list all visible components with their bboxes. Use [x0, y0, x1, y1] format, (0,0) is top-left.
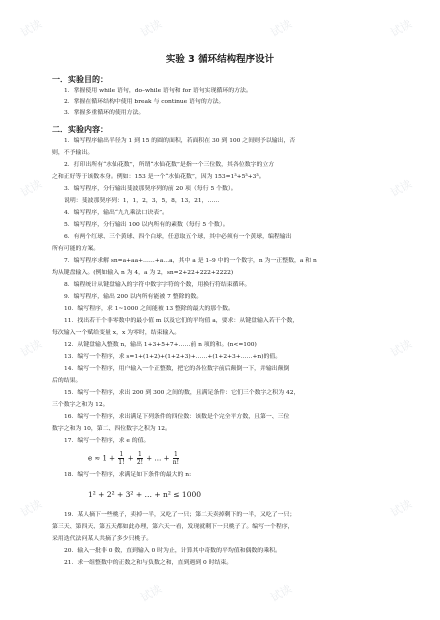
fraction-numerator: 1	[119, 451, 124, 458]
watermark: 试读	[18, 337, 45, 360]
content-line: 20．输入一批非 0 数，直到输入 0 时为止，计算其中奇数的平均值和偶数的乘积。	[64, 548, 281, 554]
e-formula	[88, 451, 180, 466]
watermark: 试读	[18, 497, 45, 520]
watermark: 试读	[18, 17, 45, 40]
formula-lhs: e ≈ 1 +	[88, 454, 116, 463]
fraction-numerator: 1	[173, 451, 178, 458]
content-line: 10．编写程序，求 1~1000 之间能被 13 整除的最大的那个数。	[64, 306, 234, 312]
content-line: 21．求一组整数中的正数之和与负数之和，直到遇到 0 时结束。	[64, 560, 233, 566]
content-line: 5．编写程序，分行输出 100 以内所有的素数（每行 5 个数）。	[64, 222, 229, 228]
fraction-denominator: 1!	[118, 459, 125, 466]
fraction-term	[118, 451, 124, 466]
watermark: 试读	[388, 17, 415, 40]
section-heading-contents: 二．实验内容：	[52, 125, 108, 134]
content-line: 14．编写一个程序，用户输入一个正整数，把它的各位数字前后颠倒一下，并输出颠倒	[64, 366, 290, 372]
fraction-term	[173, 451, 179, 466]
content-line: 18．编写一个程序，求满足如下条件的最大的 n:	[64, 472, 192, 478]
content-line: 之和正好等于该数本身。例如：153 是一个“水仙花数”，因为 153=1³+5³+3³。	[52, 174, 265, 180]
formula-operator: + … +	[146, 454, 170, 463]
objective-item: 2．掌握在循环结构中使用 break 与 continue 语句的方法。	[64, 99, 225, 105]
fraction-denominator: n!	[172, 459, 179, 466]
content-line: 数字之和为 10，第二、四位数字之积为 12。	[52, 426, 171, 432]
objective-item: 1．掌握使用 while 语句，do–while 语句和 for 语句实现循环的方法。	[64, 88, 252, 94]
fraction-term	[137, 451, 143, 466]
watermark: 试读	[388, 497, 415, 520]
watermark: 试读	[18, 177, 45, 200]
content-line: 后的结果。	[52, 378, 82, 384]
content-line: 9．编写程序，输出 200 以内所有能被 7 整除的数。	[64, 294, 203, 300]
content-line: 15．编写一个程序，求出 200 到 300 之间的数，且满足条件：它们三个数字之积为 42，	[64, 390, 300, 396]
content-line: 13．编写一个程序，求 s=1+(1+2)+(1+2+3)+……+(1+2+3+……+n)的值。	[64, 354, 282, 360]
content-line: 2．打印出所有“水仙花数”，所谓“水仙花数”是指一个三位数，其各位数字的立方	[64, 162, 275, 168]
formula-operator: +	[127, 454, 134, 463]
objective-item: 3．掌握多重循环的使用方法。	[64, 110, 145, 116]
page-title: 实验 3 循环结构程序设计	[165, 54, 275, 65]
content-line: 11．找出若干个非零数中的最小值 m 以及它们的平均值 a，要求：从键盘输入若干个数，	[64, 318, 299, 324]
content-line: 说明：斐波那契序列：1，1，2，3，5，8，13，21，……	[64, 198, 220, 204]
content-line: 7．编写程序求解 sn=a+aa+……+a…a，其中 a 是 1–9 中的一个数字，n 为一正整数，a 和 n	[64, 258, 317, 264]
fraction-numerator: 1	[138, 451, 142, 458]
section-heading-objectives: 一．实验目的：	[52, 75, 108, 84]
content-line: 每次输入一个赋给变量 x，x 为零时，结束输入。	[52, 330, 181, 336]
content-line: 16．编写一个程序，求出满足下列条件的四位数：该数是个完全平方数，且第一、三位	[64, 414, 290, 420]
content-line: 8．编程统计从键盘输入的字符中数字字符的个数，用换行符结束循环。	[64, 282, 251, 288]
watermark: 试读	[268, 17, 295, 40]
watermark: 试读	[388, 177, 415, 200]
content-line: 1．编写程序输出半径为 1 到 15 的圆的面积，若面积在 30 到 100 之间则予以输出，否	[64, 138, 296, 144]
content-line: 采用迭代法问某人共摘了多少只桃子。	[52, 536, 153, 542]
content-line: 12．从键盘输入整数 n，输出 1+3+5+7+……前 n 项的和。(n<=100)	[64, 342, 257, 348]
fraction-denominator: 2!	[136, 459, 144, 466]
content-line: 4．编写程序，输出“九九乘法口诀表”。	[64, 210, 169, 216]
content-line: 第三天、第四天、第五天都如此办理，第六天一看，发现就剩下一只桃子了。编写一个程序，	[52, 524, 294, 530]
watermark: 试读	[268, 582, 295, 605]
content-line: 均从键盘输入。(例如输入 n 为 4，a 为 2，sn=2+22+222+2222)	[52, 270, 234, 276]
content-line: 3．编写程序，分行输出斐波那契序列的前 20 项（每行 5 个数）。	[64, 186, 237, 192]
watermark: 试读	[138, 582, 165, 605]
content-line: 6．有两个红球、三个黄球、四个白球，任意取五个球，其中必须有一个黄球，编程输出	[64, 234, 292, 240]
n-inequality: 1² + 2² + 3² + … + n² ≤ 1000	[88, 490, 202, 499]
watermark: 试读	[138, 17, 165, 40]
content-line: 则，不予输出。	[52, 150, 94, 156]
watermark: 试读	[388, 337, 415, 360]
content-line: 17．编写一个程序，求 e 的值。	[64, 438, 150, 444]
content-line: 19．某人摘下一些桃子，卖掉一半，又吃了一只；第二天卖掉剩下的一半，又吃了一只；	[64, 512, 296, 518]
content-line: 三个数字之和为 12。	[52, 402, 109, 408]
content-line: 所有可能的方案。	[52, 246, 100, 252]
